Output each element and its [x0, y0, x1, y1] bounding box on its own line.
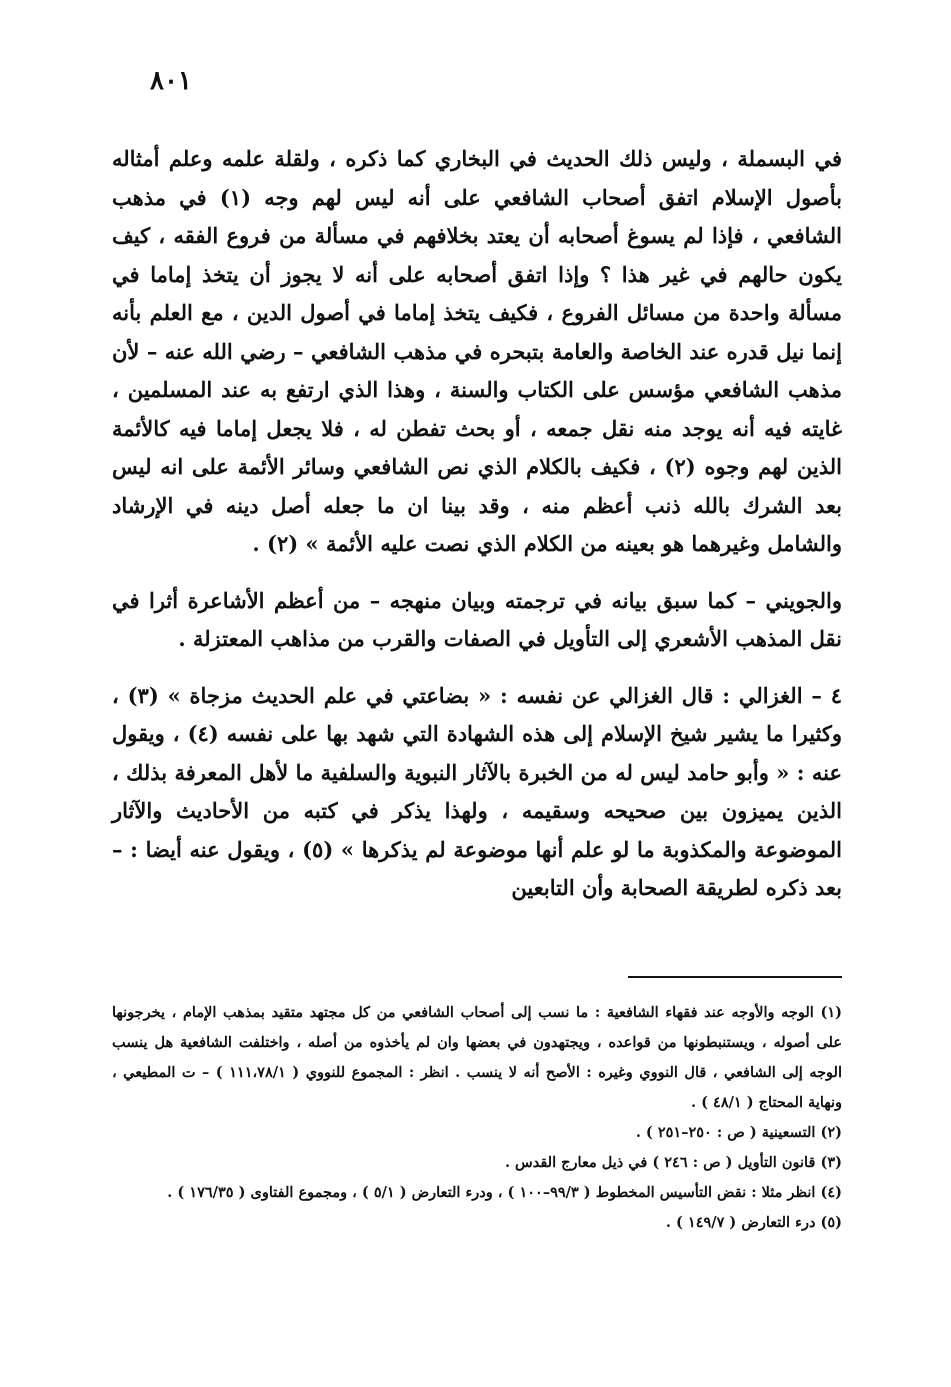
footnote-separator [628, 976, 842, 978]
footnote-5: (٥) درء التعارض ( ١٤٩/٧ ) . [665, 1214, 842, 1231]
footnote-2: (٢) التسعينية ( ص : ٢٥٠–٢٥١ ) . [635, 1124, 842, 1141]
paragraph-3: ٤ – الغزالي : قال الغزالي عن نفسه : « بضاعتي في علم الحديث مزجاة » (٣) ، وكثيرا ما يشير شيخ الإسلام إلى هذه الشهادة التي شهد بها على نفسه (٤) ، ويقول عنه : « وأبو حامد ليس له من الخبرة بالآثار النبوية والسلفية ما لأهل المعرفة بذلك ، الذين يميزون بين صحيحه وسقيمه ، ولهذا يذكر في كتبه من الأحاديث والآثار الموضوعة والمكذوبة ما لو علم أنها موضوعة لم يذكرها » (٥) ، ويقول عنه أيضا : – بعد ذكره لطريقة الصحابة وأن التابعين [112, 682, 843, 900]
page-number: ٨٠١ [150, 66, 192, 96]
footnote-1: (١) الوجه والأوجه عند فقهاء الشافعية : ما نسب إلى أصحاب الشافعي من كل مجتهد متقيد بمذهب الإمام ، يخرجونها على أصوله ، ويستنبطونها من قواعده ، ويجتهدون في بعضها وان لم يأخذوه من أصله ، واختلفت الشافعية هل ينسب الوجه إلى الشافعي ، قال النووي وغيره : الأصح أنه لا ينسب . انظر : المجموع للنووي ( ١١١،٧٨/١ ) – ت المطيعي ، ونهاية المحتاج ( ٤٨/١ ) . [112, 1004, 842, 1111]
footnote-3: (٣) قانون التأويل ( ص : ٢٤٦ ) في ذيل معارج القدس . [504, 1154, 842, 1171]
footnote-4: (٤) انظر مثلا : نقض التأسيس المخطوط ( ٩٩/٣–١٠٠ ) ، ودرء التعارض ( ٥/١ ) ، ومجموع الفتاوى ( ١٧٦/٣٥ ) . [167, 1184, 842, 1201]
paragraph-1: في البسملة ، وليس ذلك الحديث في البخاري كما ذكره ، ولقلة علمه وعلم أمثاله بأصول الإسلام اتفق أصحاب الشافعي على أنه ليس لهم وجه (١) في مذهب الشافعي ، فإذا لم يسوغ أصحابه أن يعتد بخلافهم في مسألة من فروع الفقه ، كيف يكون حالهم في غير هذا ؟ وإذا اتفق أصحابه على أنه لا يجوز أن يتخذ إماما في مسألة واحدة من مسائل الفروع ، فكيف يتخذ إماما في أصول الدين ، مع العلم بأنه إنما نيل قدره عند الخاصة والعامة بتبحره في مذهب الشافعي – رضي الله عنه – لأن مذهب الشافعي مؤسس على الكتاب والسنة ، وهذا الذي ارتفع به عند المسلمين ، غايته فيه أنه يوجد منه نقل جمعه ، أو بحث تفطن له ، فلا يجعل إماما فيه كالأئمة الذين لهم وجوه (٢) ، فكيف بالكلام الذي نص الشافعي وسائر الأئمة على انه ليس بعد الشرك بالله ذنب أعظم منه ، وقد بينا ان ما جعله أصل دينه في الإرشاد والشامل وغيرهما هو بعينه من الكلام الذي نصت عليه الأئمة » (٢) . [112, 146, 842, 556]
paragraph-2: والجويني – كما سبق بيانه في ترجمته وبيان منهجه – من أعظم الأشاعرة أثرا في نقل المذهب الأشعري إلى التأويل في الصفات والقرب من مذاهب المعتزلة . [112, 587, 842, 651]
footnotes [112, 998, 842, 1238]
main-text [112, 140, 842, 908]
